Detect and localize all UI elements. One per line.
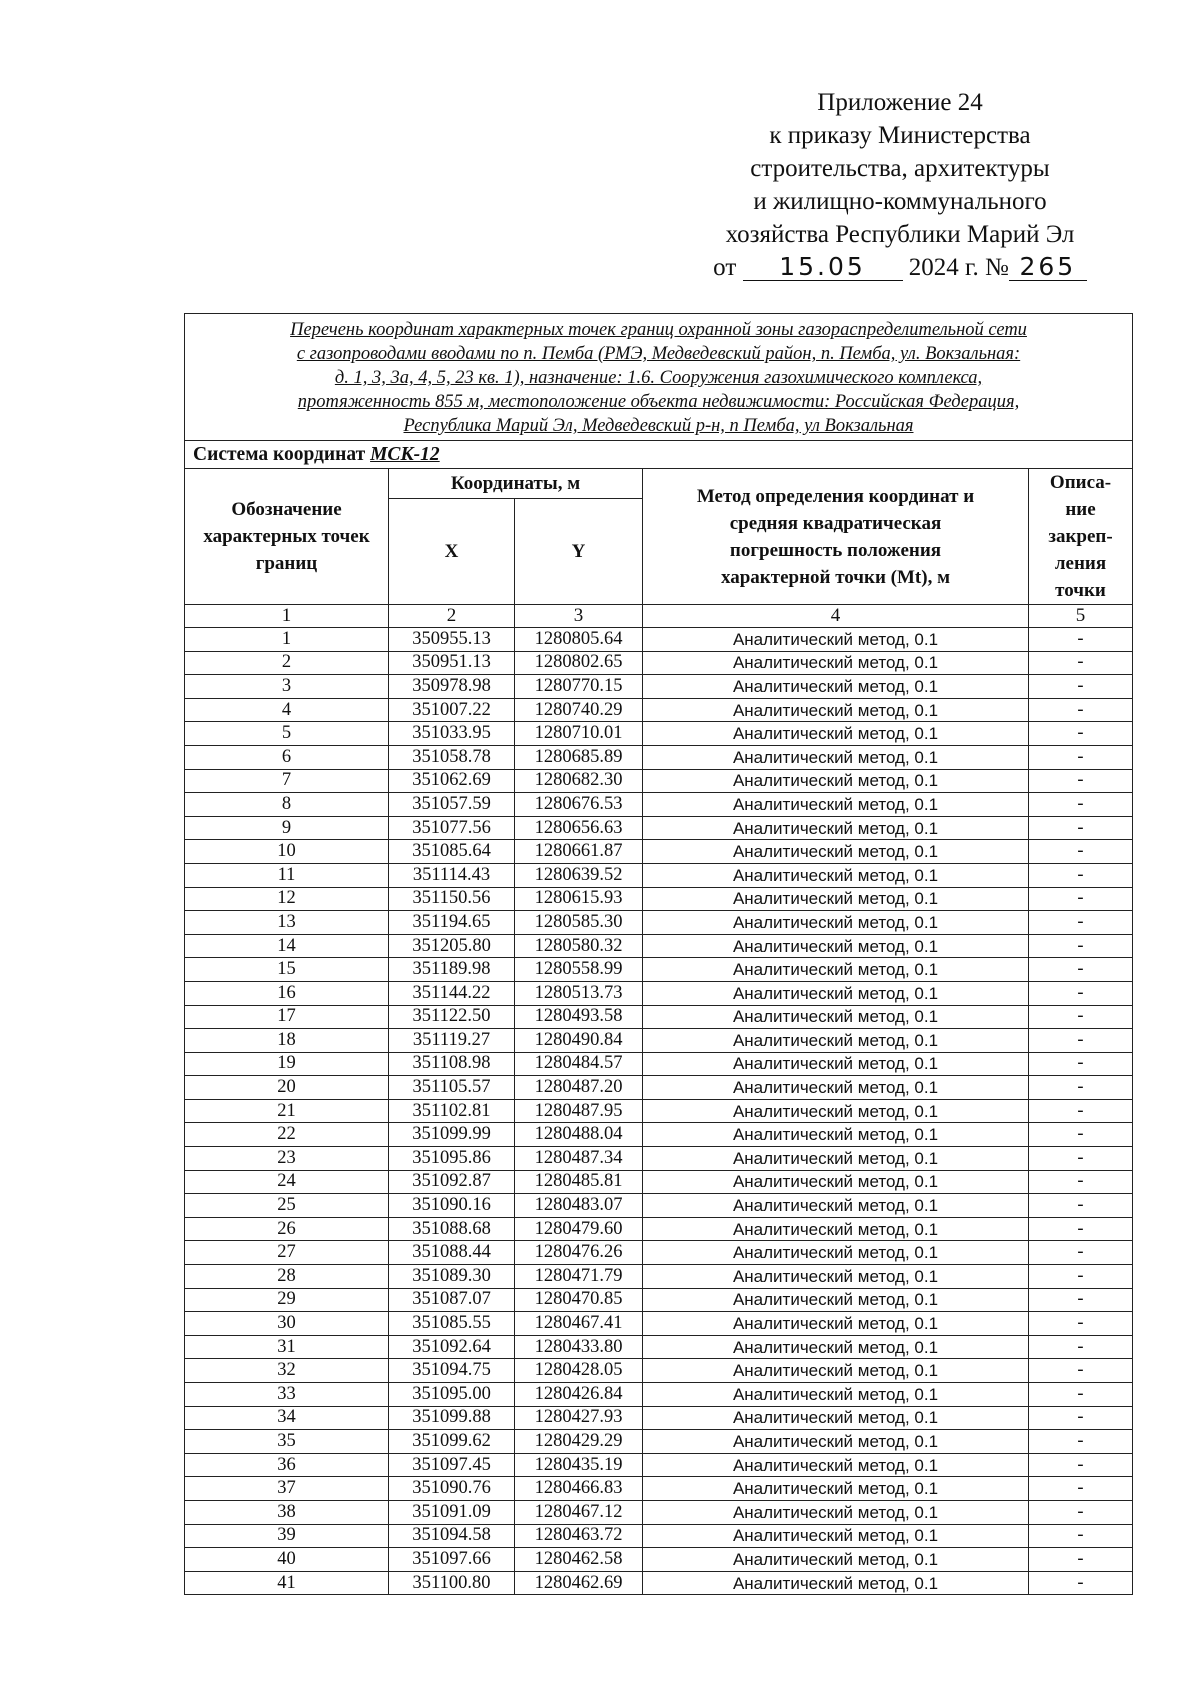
point-id-cell: 15 [185,958,389,982]
header-line: к приказу Министерства [769,122,1031,149]
point-id-cell: 14 [185,934,389,958]
method-cell: Аналитический метод, 0.1 [643,628,1029,652]
header-text: закреп- [1048,526,1113,547]
table-row [185,1548,1133,1572]
table-row [185,1005,1133,1029]
coordinate-system-value: МСК-12 [370,443,440,465]
table-row [185,1571,1133,1595]
fixing-description-cell: - [1029,1571,1133,1595]
point-id-cell: 16 [185,981,389,1005]
x-coordinate-cell: 350951.13 [389,651,515,675]
point-id-cell: 4 [185,698,389,722]
method-cell: Аналитический метод, 0.1 [643,793,1029,817]
y-coordinate-cell: 1280463.72 [515,1524,643,1548]
year-text: 2024 г. № [908,254,1009,281]
fixing-description-cell: - [1029,1217,1133,1241]
y-coordinate-cell: 1280428.05 [515,1359,643,1383]
header-line: и жилищно-коммунального [753,188,1047,215]
y-coordinate-cell: 1280580.32 [515,934,643,958]
table-row [185,1147,1133,1171]
handwritten-order-number: 265 [1009,254,1087,281]
table-row [185,793,1133,817]
y-coordinate-cell: 1280487.20 [515,1076,643,1100]
table-row [185,1524,1133,1548]
table-row [185,934,1133,958]
point-id-cell: 35 [185,1430,389,1454]
method-cell: Аналитический метод, 0.1 [643,981,1029,1005]
table-row [185,1335,1133,1359]
y-coordinate-cell: 1280685.89 [515,745,643,769]
method-header [643,469,1029,605]
x-coordinate-cell: 351097.45 [389,1453,515,1477]
method-cell: Аналитический метод, 0.1 [643,1076,1029,1100]
appendix-header [690,86,1110,284]
fixing-description-cell: - [1029,1005,1133,1029]
table-row [185,1099,1133,1123]
x-coordinate-cell: 351090.16 [389,1194,515,1218]
method-cell: Аналитический метод, 0.1 [643,1312,1029,1336]
header-text: характерной точки (Mt), м [720,566,951,588]
y-coordinate-cell: 1280479.60 [515,1217,643,1241]
point-id-cell: 40 [185,1548,389,1572]
column-number: 3 [515,605,643,628]
point-id-cell: 13 [185,911,389,935]
fixing-description-cell: - [1029,793,1133,817]
table-row [185,1477,1133,1501]
table-row [185,1288,1133,1312]
x-coordinate-cell: 351087.07 [389,1288,515,1312]
point-id-cell: 37 [185,1477,389,1501]
point-id-cell: 20 [185,1076,389,1100]
point-id-cell: 36 [185,1453,389,1477]
point-id-cell: 1 [185,628,389,652]
handwritten-date: 15.05 [743,254,903,281]
fixing-description-cell: - [1029,651,1133,675]
y-header: Y [515,499,643,605]
fixing-description-cell: - [1029,1524,1133,1548]
y-coordinate-cell: 1280493.58 [515,1005,643,1029]
header-line: хозяйства Республики Марий Эл [725,221,1075,248]
table-row [185,769,1133,793]
y-coordinate-cell: 1280483.07 [515,1194,643,1218]
point-id-cell: 22 [185,1123,389,1147]
y-coordinate-cell: 1280487.95 [515,1099,643,1123]
date-prefix: от [713,254,737,281]
fixing-description-cell: - [1029,1099,1133,1123]
y-coordinate-cell: 1280770.15 [515,675,643,699]
method-cell: Аналитический метод, 0.1 [643,1241,1029,1265]
fixing-description-cell: - [1029,1383,1133,1407]
fixing-description-cell: - [1029,1170,1133,1194]
y-coordinate-cell: 1280676.53 [515,793,643,817]
y-coordinate-cell: 1280639.52 [515,863,643,887]
fixing-description-cell: - [1029,1076,1133,1100]
x-coordinate-cell: 351108.98 [389,1052,515,1076]
y-coordinate-cell: 1280471.79 [515,1265,643,1289]
y-coordinate-cell: 1280615.93 [515,887,643,911]
y-coordinate-cell: 1280467.41 [515,1312,643,1336]
x-coordinate-cell: 351122.50 [389,1005,515,1029]
x-coordinate-cell: 351092.87 [389,1170,515,1194]
point-id-cell: 38 [185,1500,389,1524]
y-coordinate-cell: 1280429.29 [515,1430,643,1454]
y-coordinate-cell: 1280466.83 [515,1477,643,1501]
method-cell: Аналитический метод, 0.1 [643,934,1029,958]
point-id-cell: 8 [185,793,389,817]
coordinates-document [184,313,1132,1595]
x-coordinate-cell: 351057.59 [389,793,515,817]
x-coordinate-cell: 351114.43 [389,863,515,887]
x-coordinate-cell: 351119.27 [389,1029,515,1053]
x-coordinate-cell: 350978.98 [389,675,515,699]
method-cell: Аналитический метод, 0.1 [643,1029,1029,1053]
fixing-description-cell: - [1029,1453,1133,1477]
point-id-cell: 41 [185,1571,389,1595]
y-coordinate-cell: 1280426.84 [515,1383,643,1407]
column-number: 1 [185,605,389,628]
method-cell: Аналитический метод, 0.1 [643,1477,1029,1501]
table-row [185,1359,1133,1383]
method-cell: Аналитический метод, 0.1 [643,769,1029,793]
fixing-description-cell: - [1029,840,1133,864]
y-coordinate-cell: 1280487.34 [515,1147,643,1171]
table-row [185,628,1133,652]
coordinate-system-label: Система координат [193,443,366,465]
method-cell: Аналитический метод, 0.1 [643,1005,1029,1029]
header-text: точки [1055,580,1106,601]
fixing-description-cell: - [1029,1312,1133,1336]
table-row [185,1194,1133,1218]
table-row [185,1430,1133,1454]
point-id-cell: 18 [185,1029,389,1053]
x-coordinate-cell: 351099.99 [389,1123,515,1147]
x-coordinate-cell: 351007.22 [389,698,515,722]
fixing-description-cell: - [1029,816,1133,840]
method-cell: Аналитический метод, 0.1 [643,887,1029,911]
method-cell: Аналитический метод, 0.1 [643,1406,1029,1430]
method-cell: Аналитический метод, 0.1 [643,745,1029,769]
point-id-cell: 23 [185,1147,389,1171]
point-id-cell: 27 [185,1241,389,1265]
y-coordinate-cell: 1280476.26 [515,1241,643,1265]
header-line: Приложение 24 [817,89,983,116]
fixing-description-cell: - [1029,863,1133,887]
y-coordinate-cell: 1280485.81 [515,1170,643,1194]
method-cell: Аналитический метод, 0.1 [643,698,1029,722]
fixing-description-cell: - [1029,1052,1133,1076]
table-row [185,1312,1133,1336]
coordinates-rows [185,628,1133,1595]
method-cell: Аналитический метод, 0.1 [643,1571,1029,1595]
coordinate-system [185,441,1133,469]
fixing-description-cell: - [1029,745,1133,769]
method-cell: Аналитический метод, 0.1 [643,863,1029,887]
header-text: Обозначение [231,499,342,520]
fixing-description-cell: - [1029,628,1133,652]
x-coordinate-cell: 351092.64 [389,1335,515,1359]
point-id-cell: 9 [185,816,389,840]
method-cell: Аналитический метод, 0.1 [643,722,1029,746]
table-row [185,1453,1133,1477]
y-coordinate-cell: 1280462.69 [515,1571,643,1595]
x-coordinate-cell: 351105.57 [389,1076,515,1100]
table-row [185,1029,1133,1053]
table-row [185,1076,1133,1100]
method-cell: Аналитический метод, 0.1 [643,840,1029,864]
table-row [185,1123,1133,1147]
x-coordinate-cell: 351099.88 [389,1406,515,1430]
point-id-cell: 26 [185,1217,389,1241]
fixing-description-cell: - [1029,958,1133,982]
table-row [185,675,1133,699]
method-cell: Аналитический метод, 0.1 [643,816,1029,840]
table-row [185,840,1133,864]
table-row [185,651,1133,675]
x-coordinate-cell: 351102.81 [389,1099,515,1123]
x-coordinate-cell: 351058.78 [389,745,515,769]
method-cell: Аналитический метод, 0.1 [643,1123,1029,1147]
coordinates-header: Координаты, м [389,469,643,499]
method-cell: Аналитический метод, 0.1 [643,1430,1029,1454]
method-cell: Аналитический метод, 0.1 [643,1194,1029,1218]
table-row [185,745,1133,769]
y-coordinate-cell: 1280661.87 [515,840,643,864]
fixing-description-cell: - [1029,934,1133,958]
y-coordinate-cell: 1280805.64 [515,628,643,652]
x-header: X [389,499,515,605]
table-row [185,722,1133,746]
method-cell: Аналитический метод, 0.1 [643,675,1029,699]
y-coordinate-cell: 1280427.93 [515,1406,643,1430]
table-row [185,1500,1133,1524]
y-coordinate-cell: 1280802.65 [515,651,643,675]
fixing-description-cell: - [1029,1477,1133,1501]
table-row [185,1217,1133,1241]
title-line: с газопроводами вводами по п. Пемба (РМЭ, Медведевский район, п. Пемба, ул. Вокзальная: [296,344,1021,364]
table-row [185,1170,1133,1194]
fixing-description-cell: - [1029,1194,1133,1218]
y-coordinate-cell: 1280585.30 [515,911,643,935]
x-coordinate-cell: 351099.62 [389,1430,515,1454]
x-coordinate-cell: 351085.64 [389,840,515,864]
fixing-description-header [1029,469,1133,605]
table-row [185,911,1133,935]
y-coordinate-cell: 1280433.80 [515,1335,643,1359]
table-row [185,958,1133,982]
x-coordinate-cell: 351062.69 [389,769,515,793]
point-id-cell: 3 [185,675,389,699]
method-cell: Аналитический метод, 0.1 [643,1453,1029,1477]
point-id-cell: 32 [185,1359,389,1383]
fixing-description-cell: - [1029,1406,1133,1430]
fixing-description-cell: - [1029,1029,1133,1053]
x-coordinate-cell: 350955.13 [389,628,515,652]
method-cell: Аналитический метод, 0.1 [643,1265,1029,1289]
y-coordinate-cell: 1280467.12 [515,1500,643,1524]
x-coordinate-cell: 351095.00 [389,1383,515,1407]
method-cell: Аналитический метод, 0.1 [643,1170,1029,1194]
table-row [185,863,1133,887]
header-text: ние [1065,499,1096,520]
fixing-description-cell: - [1029,1241,1133,1265]
point-id-cell: 34 [185,1406,389,1430]
x-coordinate-cell: 351205.80 [389,934,515,958]
title-line: Республика Марий Эл, Медведевский р-н, п Пемба, ул Вокзальная [403,416,914,436]
method-cell: Аналитический метод, 0.1 [643,1500,1029,1524]
fixing-description-cell: - [1029,981,1133,1005]
x-coordinate-cell: 351085.55 [389,1312,515,1336]
table-row [185,981,1133,1005]
point-id-cell: 19 [185,1052,389,1076]
method-cell: Аналитический метод, 0.1 [643,1335,1029,1359]
point-id-cell: 24 [185,1170,389,1194]
table-row [185,1241,1133,1265]
y-coordinate-cell: 1280656.63 [515,816,643,840]
method-cell: Аналитический метод, 0.1 [643,1052,1029,1076]
method-cell: Аналитический метод, 0.1 [643,651,1029,675]
x-coordinate-cell: 351094.58 [389,1524,515,1548]
coordinates-table [184,313,1133,1595]
x-coordinate-cell: 351089.30 [389,1265,515,1289]
header-text: ления [1054,553,1107,574]
point-id-cell: 31 [185,1335,389,1359]
fixing-description-cell: - [1029,1548,1133,1572]
x-coordinate-cell: 351095.86 [389,1147,515,1171]
point-id-cell: 21 [185,1099,389,1123]
y-coordinate-cell: 1280470.85 [515,1288,643,1312]
fixing-description-cell: - [1029,722,1133,746]
header-text: характерных точек [203,526,370,547]
method-cell: Аналитический метод, 0.1 [643,1099,1029,1123]
y-coordinate-cell: 1280513.73 [515,981,643,1005]
point-id-cell: 33 [185,1383,389,1407]
y-coordinate-cell: 1280435.19 [515,1453,643,1477]
point-id-cell: 29 [185,1288,389,1312]
x-coordinate-cell: 351077.56 [389,816,515,840]
order-date-line [690,251,1110,284]
header-text: Метод определения координат и [696,485,975,507]
y-coordinate-cell: 1280462.58 [515,1548,643,1572]
fixing-description-cell: - [1029,1500,1133,1524]
column-number: 5 [1029,605,1133,628]
title-line: протяженность 855 м, местоположение объекта недвижимости: Российская Федерация, [297,392,1020,412]
method-cell: Аналитический метод, 0.1 [643,1524,1029,1548]
x-coordinate-cell: 351088.44 [389,1241,515,1265]
point-id-cell: 28 [185,1265,389,1289]
header-text: Описа- [1049,472,1112,493]
point-id-cell: 25 [185,1194,389,1218]
x-coordinate-cell: 351097.66 [389,1548,515,1572]
column-number: 2 [389,605,515,628]
table-row [185,887,1133,911]
point-designation-header [185,469,389,605]
header-text: средняя квадратическая [729,512,942,534]
y-coordinate-cell: 1280740.29 [515,698,643,722]
table-row [185,1406,1133,1430]
point-id-cell: 39 [185,1524,389,1548]
title-line: Перечень координат характерных точек границ охранной зоны газораспределительной сети [290,320,1027,340]
method-cell: Аналитический метод, 0.1 [643,1217,1029,1241]
x-coordinate-cell: 351088.68 [389,1217,515,1241]
method-cell: Аналитический метод, 0.1 [643,1548,1029,1572]
fixing-description-cell: - [1029,1147,1133,1171]
fixing-description-cell: - [1029,769,1133,793]
fixing-description-cell: - [1029,1430,1133,1454]
point-id-cell: 11 [185,863,389,887]
x-coordinate-cell: 351189.98 [389,958,515,982]
point-id-cell: 17 [185,1005,389,1029]
table-row [185,816,1133,840]
fixing-description-cell: - [1029,887,1133,911]
point-id-cell: 12 [185,887,389,911]
y-coordinate-cell: 1280558.99 [515,958,643,982]
table-row [185,1383,1133,1407]
method-cell: Аналитический метод, 0.1 [643,1147,1029,1171]
point-id-cell: 2 [185,651,389,675]
method-cell: Аналитический метод, 0.1 [643,911,1029,935]
fixing-description-cell: - [1029,675,1133,699]
table-row [185,698,1133,722]
table-row [185,1052,1133,1076]
method-cell: Аналитический метод, 0.1 [643,1288,1029,1312]
fixing-description-cell: - [1029,1359,1133,1383]
header-line: строительства, архитектуры [750,155,1050,182]
point-id-cell: 7 [185,769,389,793]
method-cell: Аналитический метод, 0.1 [643,1383,1029,1407]
y-coordinate-cell: 1280484.57 [515,1052,643,1076]
x-coordinate-cell: 351100.80 [389,1571,515,1595]
point-id-cell: 6 [185,745,389,769]
y-coordinate-cell: 1280488.04 [515,1123,643,1147]
fixing-description-cell: - [1029,1335,1133,1359]
fixing-description-cell: - [1029,911,1133,935]
fixing-description-cell: - [1029,1288,1133,1312]
x-coordinate-cell: 351144.22 [389,981,515,1005]
point-id-cell: 30 [185,1312,389,1336]
method-cell: Аналитический метод, 0.1 [643,1359,1029,1383]
y-coordinate-cell: 1280682.30 [515,769,643,793]
method-cell: Аналитический метод, 0.1 [643,958,1029,982]
header-text: границ [255,553,318,574]
x-coordinate-cell: 351091.09 [389,1500,515,1524]
x-coordinate-cell: 351033.95 [389,722,515,746]
x-coordinate-cell: 351150.56 [389,887,515,911]
header-text: погрешность положения [729,539,942,561]
point-id-cell: 5 [185,722,389,746]
fixing-description-cell: - [1029,1265,1133,1289]
x-coordinate-cell: 351090.76 [389,1477,515,1501]
fixing-description-cell: - [1029,1123,1133,1147]
fixing-description-cell: - [1029,698,1133,722]
column-number: 4 [643,605,1029,628]
y-coordinate-cell: 1280710.01 [515,722,643,746]
x-coordinate-cell: 351194.65 [389,911,515,935]
x-coordinate-cell: 351094.75 [389,1359,515,1383]
point-id-cell: 10 [185,840,389,864]
table-row [185,1265,1133,1289]
table-title [185,314,1133,441]
y-coordinate-cell: 1280490.84 [515,1029,643,1053]
title-line: д. 1, 3, 3а, 4, 5, 23 кв. 1), назначение: 1.6. Сооружения газохимического комплекса, [334,368,983,388]
